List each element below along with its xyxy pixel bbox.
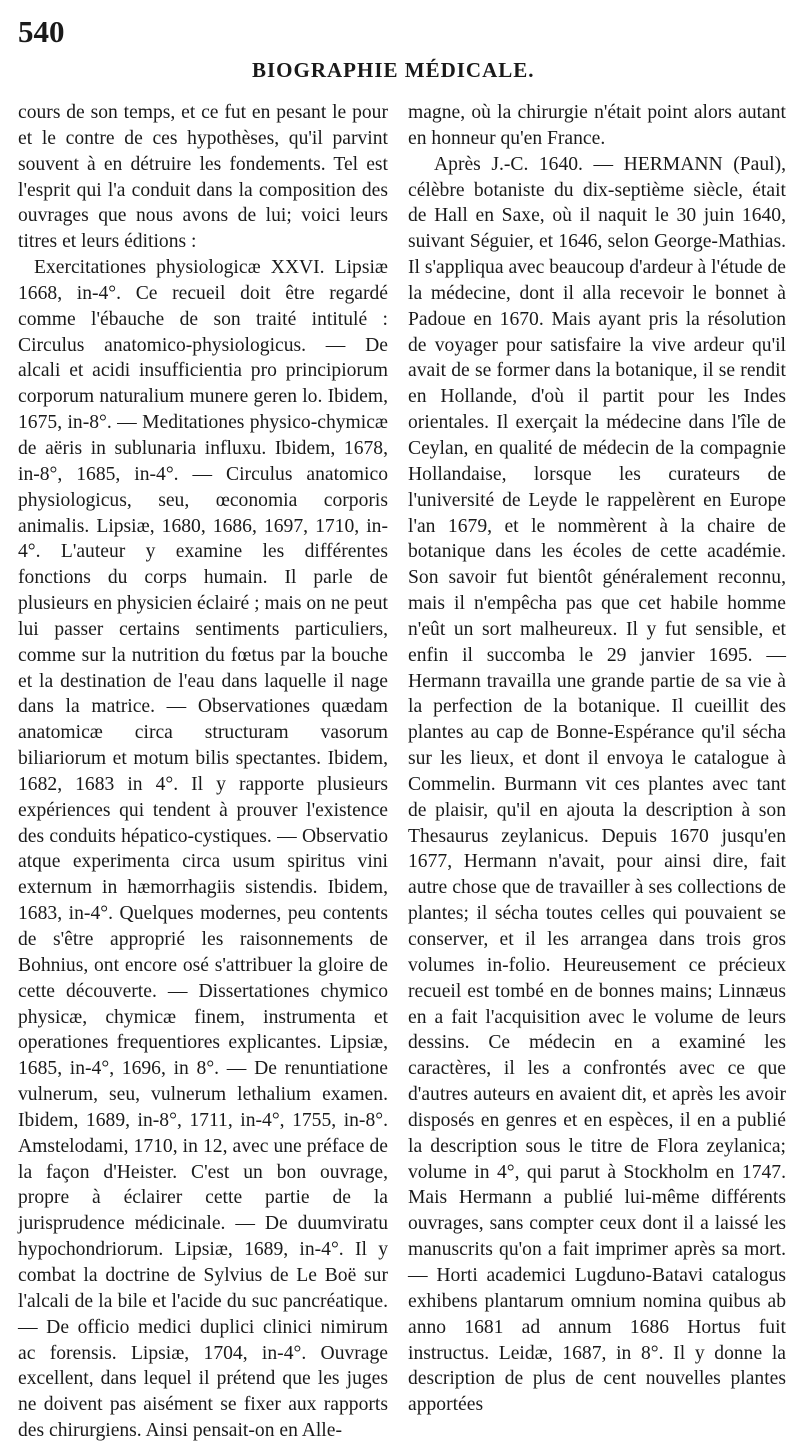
page-number: 540	[18, 14, 65, 49]
running-head: BIOGRAPHIE MÉDICALE.	[252, 58, 535, 82]
left-paragraph-intro: cours de son temps, et ce fut en pesant le pour et le contre de ces hypothèses, qu'il parvint souvent à en détruire les fondements. Tel est l'esprit qui l'a conduit dans la composition des ouvrages que nous avons de lui; voici leurs titres et leurs éditions :	[18, 102, 388, 253]
right-paragraph-continuation: magne, où la chirurgie n'était point alors autant en honneur qu'en France.	[408, 102, 786, 149]
right-paragraph-hermann: Après J.-C. 1640. — HERMANN (Paul), célèbre botaniste du dix-septième siècle, était de Hall en Saxe, où il naquit le 30 juin 1640, suivant Séguier, et 1646, selon George-Mathias. Il s'appliqua avec beaucoup d'ardeur à l'étude de la médecine, dont il alla recevoir le bonnet à Padoue en 1670. Mais ayant pris la résolution de voyager pour satisfaire la vive ardeur qu'il avait de se former dans la botanique, il se rendit en Hollande, d'où il partit pour les Indes orientales. Il exerçait la médecine dans l'île de Ceylan, en qualité de médecin de la compagnie Hollandaise, lorsque les curateurs de l'université de Leyde le rappelèrent en Europe l'an 1679, et le nommèrent à la chaire de botanique dans les écoles de cette académie. Son savoir fut bientôt généralement reconnu, mais il n'empêcha pas que cet habile homme n'eût un sort malheureux. Il y fut sensible, et enfin il succomba le 29 janvier 1695. — Hermann travailla une grande partie de sa vie à la perfection de la botanique. Il cueillit des plantes au cap de Bonne-Espérance qu'il sécha sur les lieux, et dont il envoya le catalogue à Commelin. Burmann vit ces plantes avec tant de plaisir, qu'il en ajouta la description à son Thesaurus zeylanicus. Depuis 1670 jusqu'en 1677, Hermann n'avait, pour ainsi dire, fait autre chose que de travailler à ses collections de plantes; il sécha toutes celles qui pouvaient se conserver, et il les arrangea dans trois gros volumes in-folio. Heureusement ce précieux recueil est tombé en de bonnes mains; Linnæus en a fait l'acquisition avec le volume de leurs dessins. Ce médecin en a examiné les caractères, il les a confrontés avec ce que d'autres auteurs en avaient dit, et après les avoir disposés en genres et en espèces, il en a publié la description sous le titre de Flora zeylanica; volume in 4°, qui parut à Stockholm en 1747. Mais Hermann a publié lui-même différents ouvrages, sans compter ceux dont il a laissé les manuscrits qu'on a fait imprimer après sa mort. — Horti academici Lugduno-Batavi catalogus exhibens plantarum omnium nomina quibus ab anno 1681 ad annum 1686 Hortus fuit instructus. Leidæ, 1687, in 8°. Il y donne la description de plus de cent nouvelles plantes apportées	[408, 153, 786, 1416]
page-header	[0, 0, 800, 100]
left-column	[18, 100, 388, 1444]
left-paragraph-works: Exercitationes physiologicæ XXVI. Lipsiæ 1668, in-4°. Ce recueil doit être regardé comme l'ébauche de son traité intitulé : Circulus anatomico-physiologicus. — De alcali et acidi insufficientia pro principiorum corporum naturalium munere geren lo. Ibidem, 1675, in-8°. — Meditationes physico-chymicæ de aëris in sublunaria influxu. Ibidem, 1678, in-8°, 1685, in-4°. — Circulus anatomico physiologicus, seu, œconomia corporis animalis. Lipsiæ, 1680, 1686, 1697, 1710, in-4°. L'auteur y examine les différentes fonctions du corps humain. Il parle de plusieurs en physicien éclairé ; mais on ne peut lui passer certains sentiments particuliers, comme sur la nutrition du fœtus par la bouche et la destination de l'eau dans laquelle il nage dans la matrice. — Observationes quædam anatomicæ circa structuram vasorum biliariorum et motum bilis spectantes. Ibidem, 1682, 1683 in 4°. Il y rapporte plusieurs expériences qui tendent à prouver l'existence des conduits hépatico-cystiques. — Observatio atque experimenta circa usum spiritus vini externum in hæmorrhagiis sistendis. Ibidem, 1683, in-4°. Quelques modernes, peu contents de s'être approprié les raisonnements de Bohnius, ont encore osé s'attribuer la gloire de cette découverte. — Dissertationes chymico physicæ, chymicæ finem, instrumenta et operationes frequentiores explicantes. Lipsiæ, 1685, in-4°, 1696, in 8°. — De renuntiatione vulnerum, seu, vulnerum lethalium examen. Ibidem, 1689, in-8°, 1711, in-4°, 1755, in-8°. Amstelodami, 1710, in 12, avec une préface de la façon d'Heister. C'est un bon ouvrage, propre à éclairer cette partie de la jurisprudence médicinale. — De duumviratu hypochondriorum. Lipsiæ, 1689, in-4°. Il y combat la doctrine de Sylvius de Le Boë sur l'alcali de la bile et l'acide du suc pancréatique. — De officio medici duplici clinici nimirum ac forensis. Lipsiæ, 1704, in-4°. Ouvrage excellent, dans lequel il prétend que les juges ne doivent pas aisément se fixer aux rapports des chirurgiens. Ainsi pensait-on en Alle-	[18, 257, 388, 1442]
right-column	[408, 100, 786, 1418]
